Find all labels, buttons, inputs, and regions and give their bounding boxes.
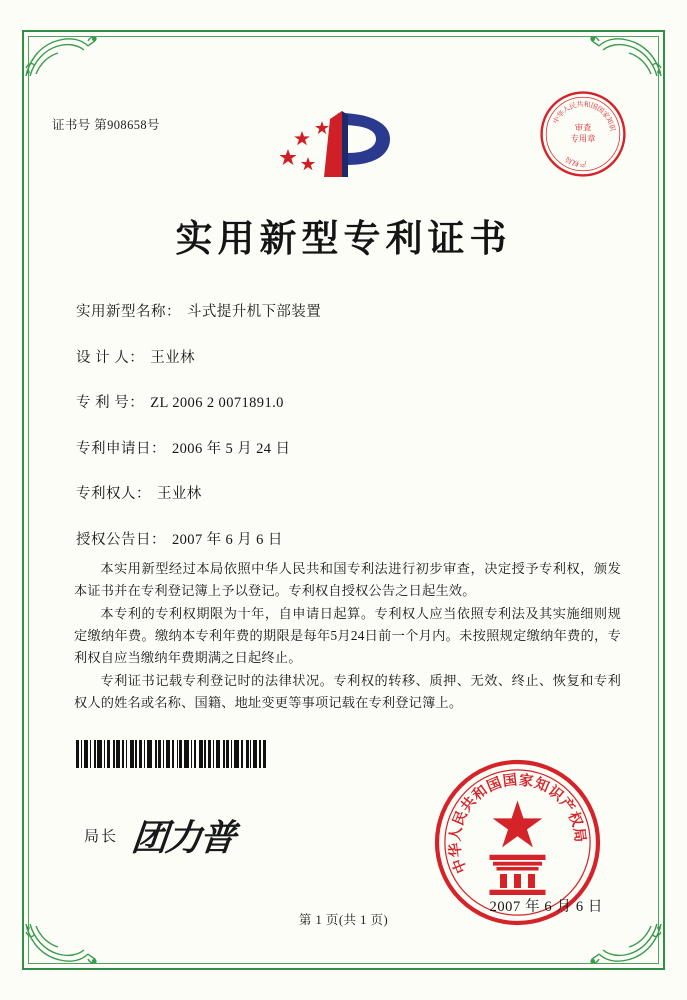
svg-text:知: 知 — [531, 775, 552, 796]
svg-text:国: 国 — [484, 775, 505, 796]
svg-text:权: 权 — [564, 809, 585, 830]
paragraph-register: 专利证书记载专利登记时的法律状况。专利权的转移、质押、无效、终止、恢复和专利权人的姓名或名称、国籍、地址变更等事项记载在专利登记簿上。 — [74, 673, 621, 710]
svg-text:民: 民 — [568, 101, 578, 112]
svg-text:产: 产 — [579, 159, 587, 168]
svg-text:国: 国 — [595, 104, 606, 116]
field-label: 专利权人： — [76, 486, 151, 502]
field-value: 2007 年 6 月 6 日 — [172, 531, 283, 548]
field-utility-model-name — [76, 300, 627, 321]
director-signature: 团力普 — [129, 817, 236, 859]
field-value: 2006 年 5 月 24 日 — [172, 440, 291, 457]
field-label: 专利申请日： — [76, 440, 166, 457]
svg-text:华: 华 — [555, 108, 567, 120]
field-designer — [76, 346, 627, 367]
director-signature-row — [84, 810, 234, 861]
svg-text:知: 知 — [604, 116, 615, 126]
svg-text:审查: 审查 — [574, 122, 592, 133]
field-value: 斗式提升机下部装置 — [187, 304, 322, 320]
svg-text:权: 权 — [571, 158, 581, 168]
certificate-content — [40, 50, 647, 950]
svg-text:国: 国 — [501, 772, 519, 791]
svg-text:和: 和 — [469, 782, 491, 804]
svg-text:人: 人 — [561, 104, 572, 115]
svg-text:产: 产 — [556, 794, 578, 816]
svg-text:国: 国 — [589, 101, 599, 112]
issue-date: 2007 年 6 月 6 日 — [489, 899, 603, 915]
svg-text:人: 人 — [447, 825, 466, 843]
field-label: 专 利 号： — [76, 395, 145, 411]
field-application-date — [76, 437, 627, 458]
svg-text:共: 共 — [576, 100, 584, 109]
svg-text:中: 中 — [551, 115, 563, 126]
svg-text:专用章: 专用章 — [570, 133, 596, 144]
field-grant-announcement-date — [76, 528, 627, 549]
svg-text:家: 家 — [600, 109, 611, 121]
patent-office-logo-icon — [278, 105, 408, 185]
paragraph-grant: 本实用新型经过本局依照中华人民共和国专利法进行初步审查，决定授予专利权，颁发本证书并在专利登记簿上予以登记。专利权自授权公告之日起生效。 — [74, 561, 621, 598]
svg-text:和: 和 — [583, 100, 592, 110]
certificate-number: 证书号 第908658号 — [52, 118, 160, 132]
field-label: 设 计 人： — [76, 349, 145, 366]
svg-text:局: 局 — [564, 154, 575, 166]
field-value: 王业林 — [150, 349, 195, 366]
field-list — [76, 300, 627, 573]
svg-text:识: 识 — [607, 123, 617, 133]
svg-text:民: 民 — [450, 808, 471, 829]
field-label: 授权公告日： — [76, 531, 166, 548]
field-value: ZL 2006 2 0071891.0 — [150, 395, 284, 411]
field-patentee — [76, 482, 627, 503]
svg-text:局: 局 — [569, 826, 588, 844]
examination-seal-stamp — [537, 88, 629, 180]
svg-text:家: 家 — [517, 772, 535, 791]
svg-text:华: 华 — [447, 841, 466, 859]
svg-text:识: 识 — [544, 783, 567, 805]
paragraph-term-fee: 本专利的专利权期限为十年，自申请日起算。专利权人应当依照专利法及其实施细则规定缴纳年费。缴纳本专利年费的期限是每年5月24日前一个月内。未按照规定缴纳年费的，专利权自应当缴纳年费期满之日起终止。 — [74, 606, 621, 665]
barcode — [76, 740, 346, 768]
svg-text:共: 共 — [458, 793, 480, 816]
svg-text:中: 中 — [450, 855, 471, 876]
page-title: 实用新型专利证书 — [175, 216, 512, 260]
field-label: 实用新型名称： — [76, 304, 181, 320]
field-patent-number — [76, 391, 627, 412]
body-text — [74, 558, 621, 715]
field-value: 王业林 — [157, 486, 202, 502]
page-footer: 第 1 页(共 1 页) — [298, 913, 389, 927]
director-label: 局长 — [84, 829, 119, 845]
